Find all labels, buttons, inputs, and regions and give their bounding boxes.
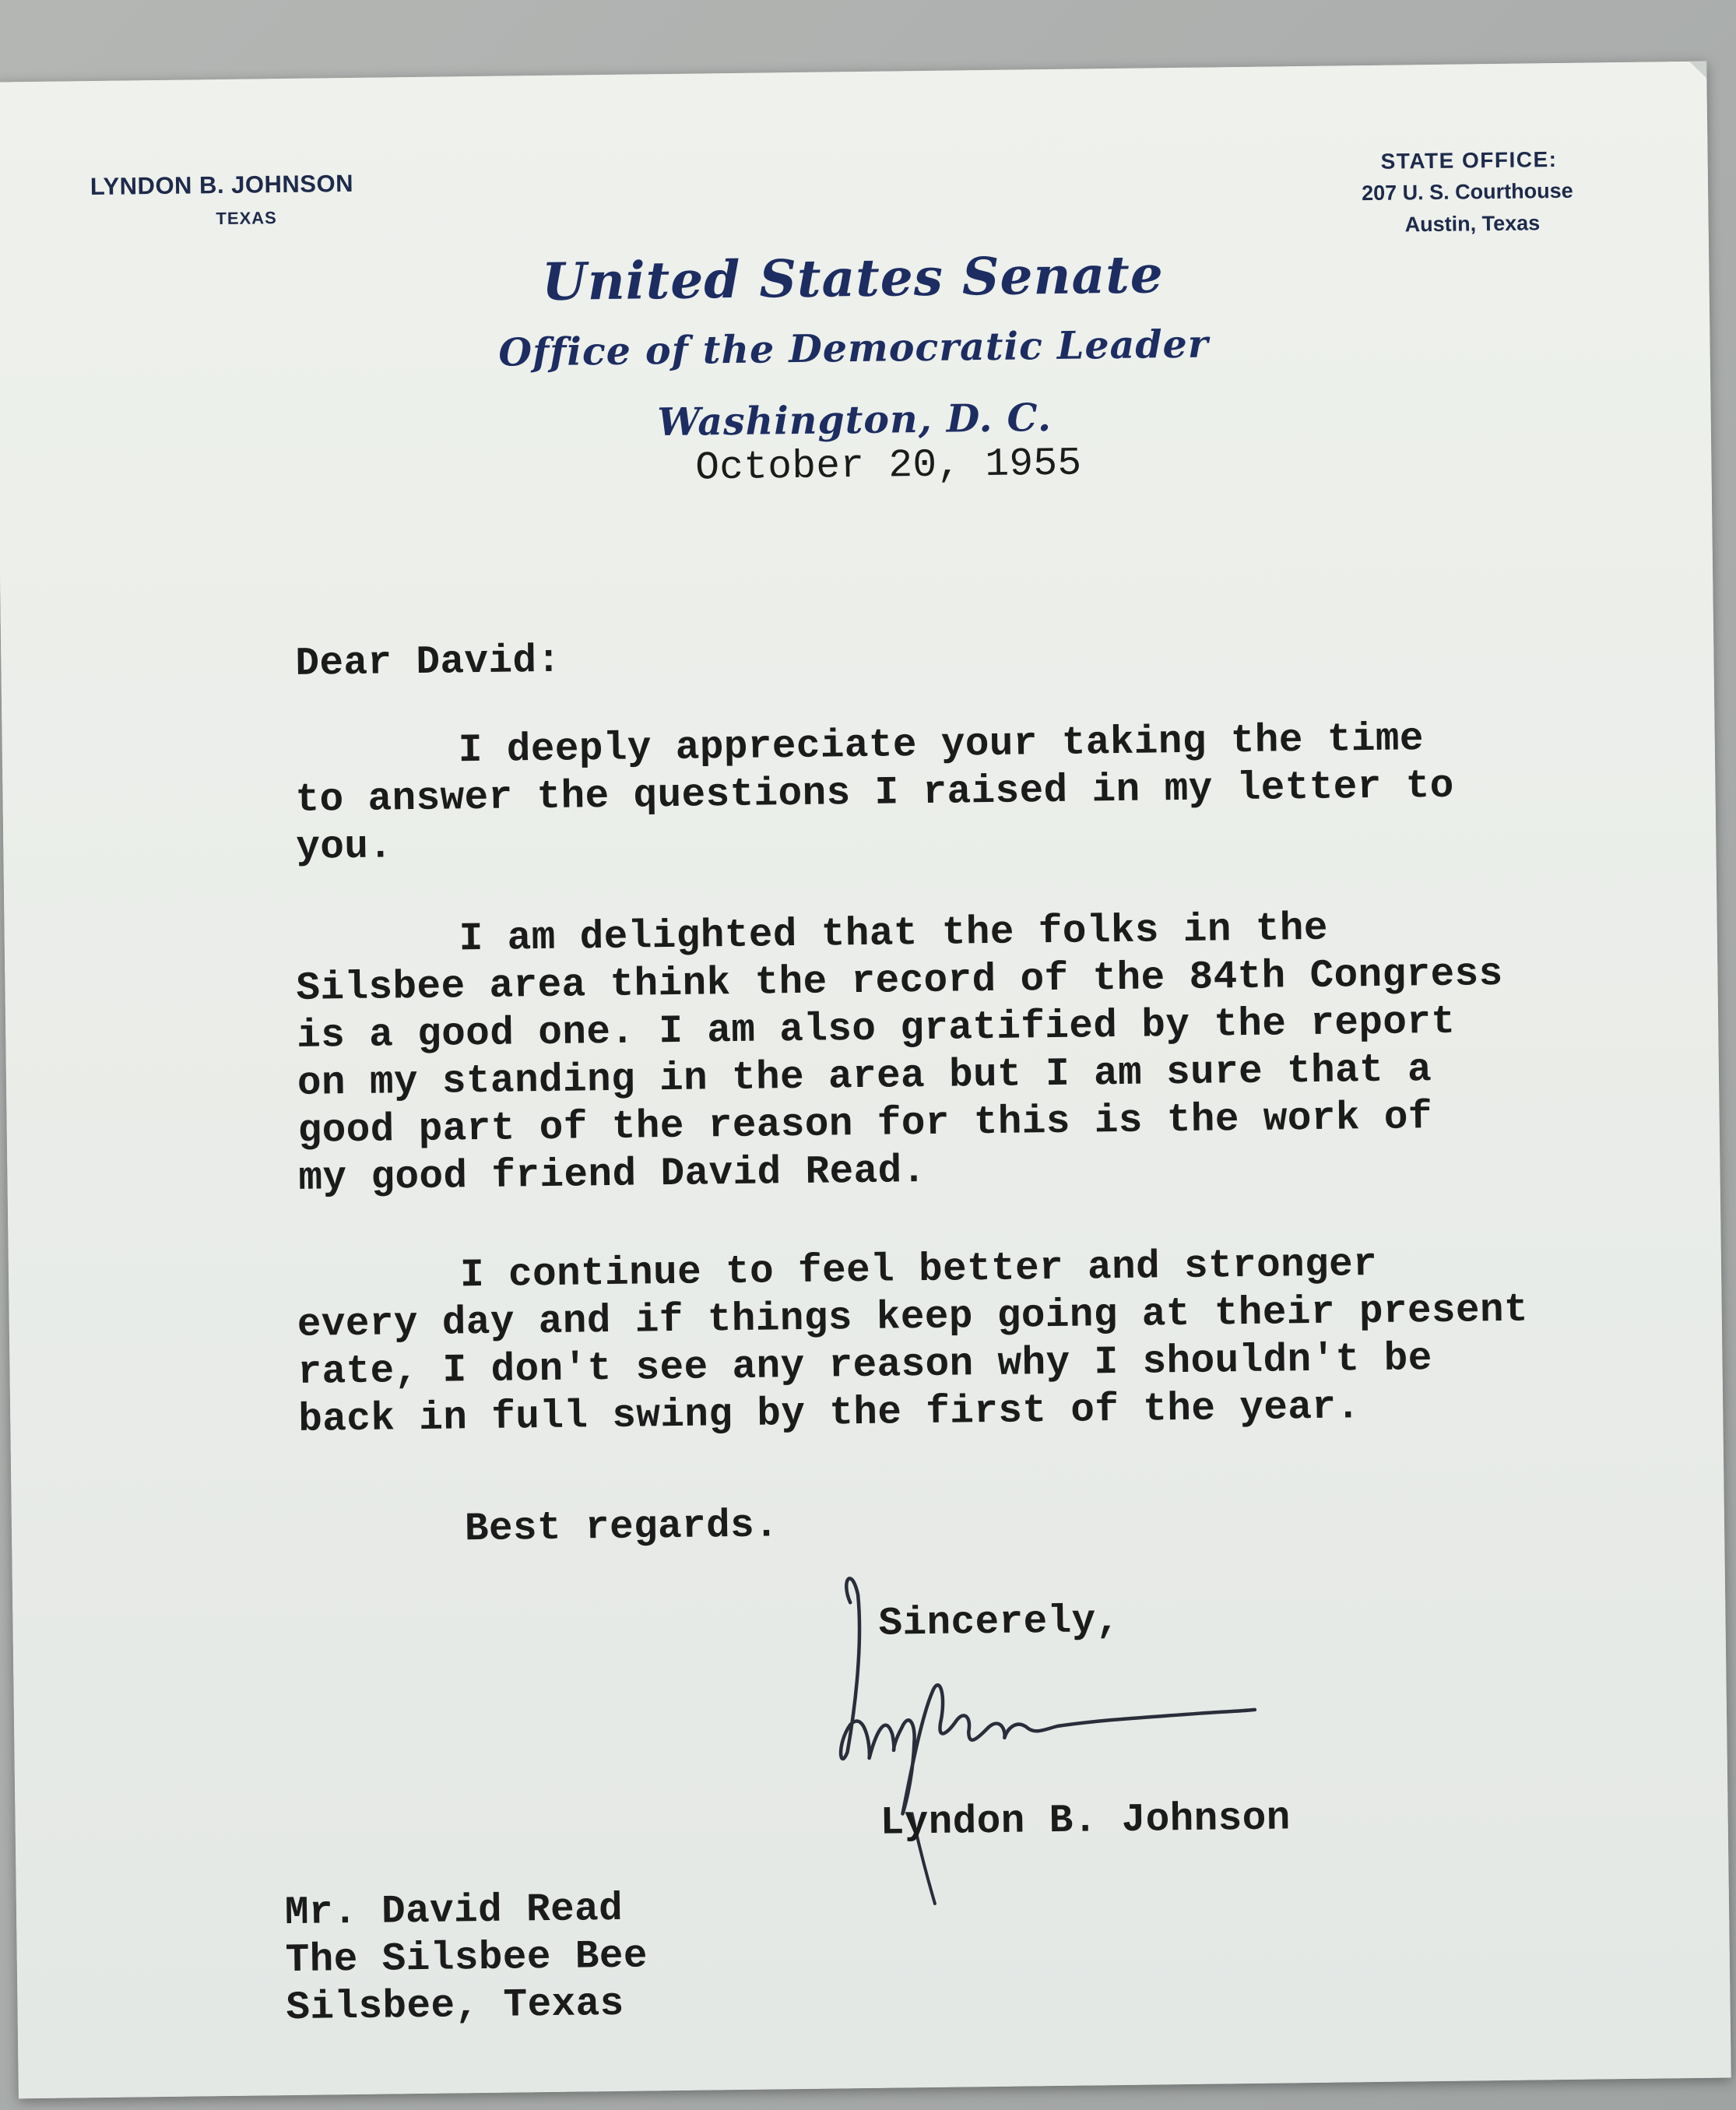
- letter-date: October 20, 1955: [695, 441, 1082, 491]
- text-line: back in full swing by the first of the year.: [297, 1385, 1361, 1443]
- sender-state: TEXAS: [216, 208, 277, 229]
- closing: Sincerely,: [878, 1599, 1120, 1647]
- state-office-address: 207 U. S. Courthouse: [1361, 178, 1573, 206]
- text-line: I deeply appreciate your taking the time: [458, 717, 1425, 774]
- state-office-city: Austin, Texas: [1404, 211, 1541, 237]
- text-line: I am delighted that the folks in the: [459, 906, 1329, 962]
- office-title: Office of the Democratic Leader: [498, 321, 1209, 375]
- paragraph-3: [297, 1241, 1530, 1446]
- recipient-line: Mr. David Read: [284, 1887, 624, 1936]
- regards: Best regards.: [464, 1503, 779, 1553]
- paper-corner: [1689, 62, 1706, 79]
- recipient-line: Silsbee, Texas: [286, 1982, 624, 2031]
- letter-paper: [0, 62, 1731, 2099]
- text-line: is a good one. I am also gratified by the report: [296, 1000, 1456, 1059]
- handwritten-signature: [821, 1552, 1309, 1916]
- signature-stroke: [838, 1574, 1256, 1814]
- text-line: rate, I don't see any reason why I shouldn't be: [297, 1337, 1433, 1395]
- signature-name: Lyndon B. Johnson: [880, 1796, 1291, 1846]
- state-office-label: STATE OFFICE:: [1380, 147, 1558, 174]
- paragraph-1: [294, 717, 1454, 874]
- recipient-line: The Silsbee Bee: [285, 1934, 648, 1984]
- salutation: Dear David:: [295, 638, 561, 687]
- text-line: good part of the reason for this is the work of: [297, 1095, 1433, 1154]
- text-line: on my standing in the area but I am sure that a: [297, 1048, 1432, 1106]
- text-line: you.: [295, 825, 393, 870]
- sender-name: LYNDON B. JOHNSON: [90, 169, 354, 201]
- recipient-block: [285, 1887, 648, 2034]
- text-line: my good friend David Read.: [298, 1149, 926, 1201]
- text-line: Silsbee area think the record of the 84th Congress: [296, 951, 1504, 1011]
- paragraph-2: [295, 905, 1506, 1204]
- text-line: to answer the questions I raised in my letter to: [295, 764, 1455, 823]
- institution-title: United States Senate: [541, 244, 1165, 312]
- text-line: every day and if things keep going at their present: [297, 1288, 1529, 1348]
- city-title: Washington, D. C.: [657, 394, 1052, 445]
- text-line: I continue to feel better and stronger: [459, 1242, 1378, 1299]
